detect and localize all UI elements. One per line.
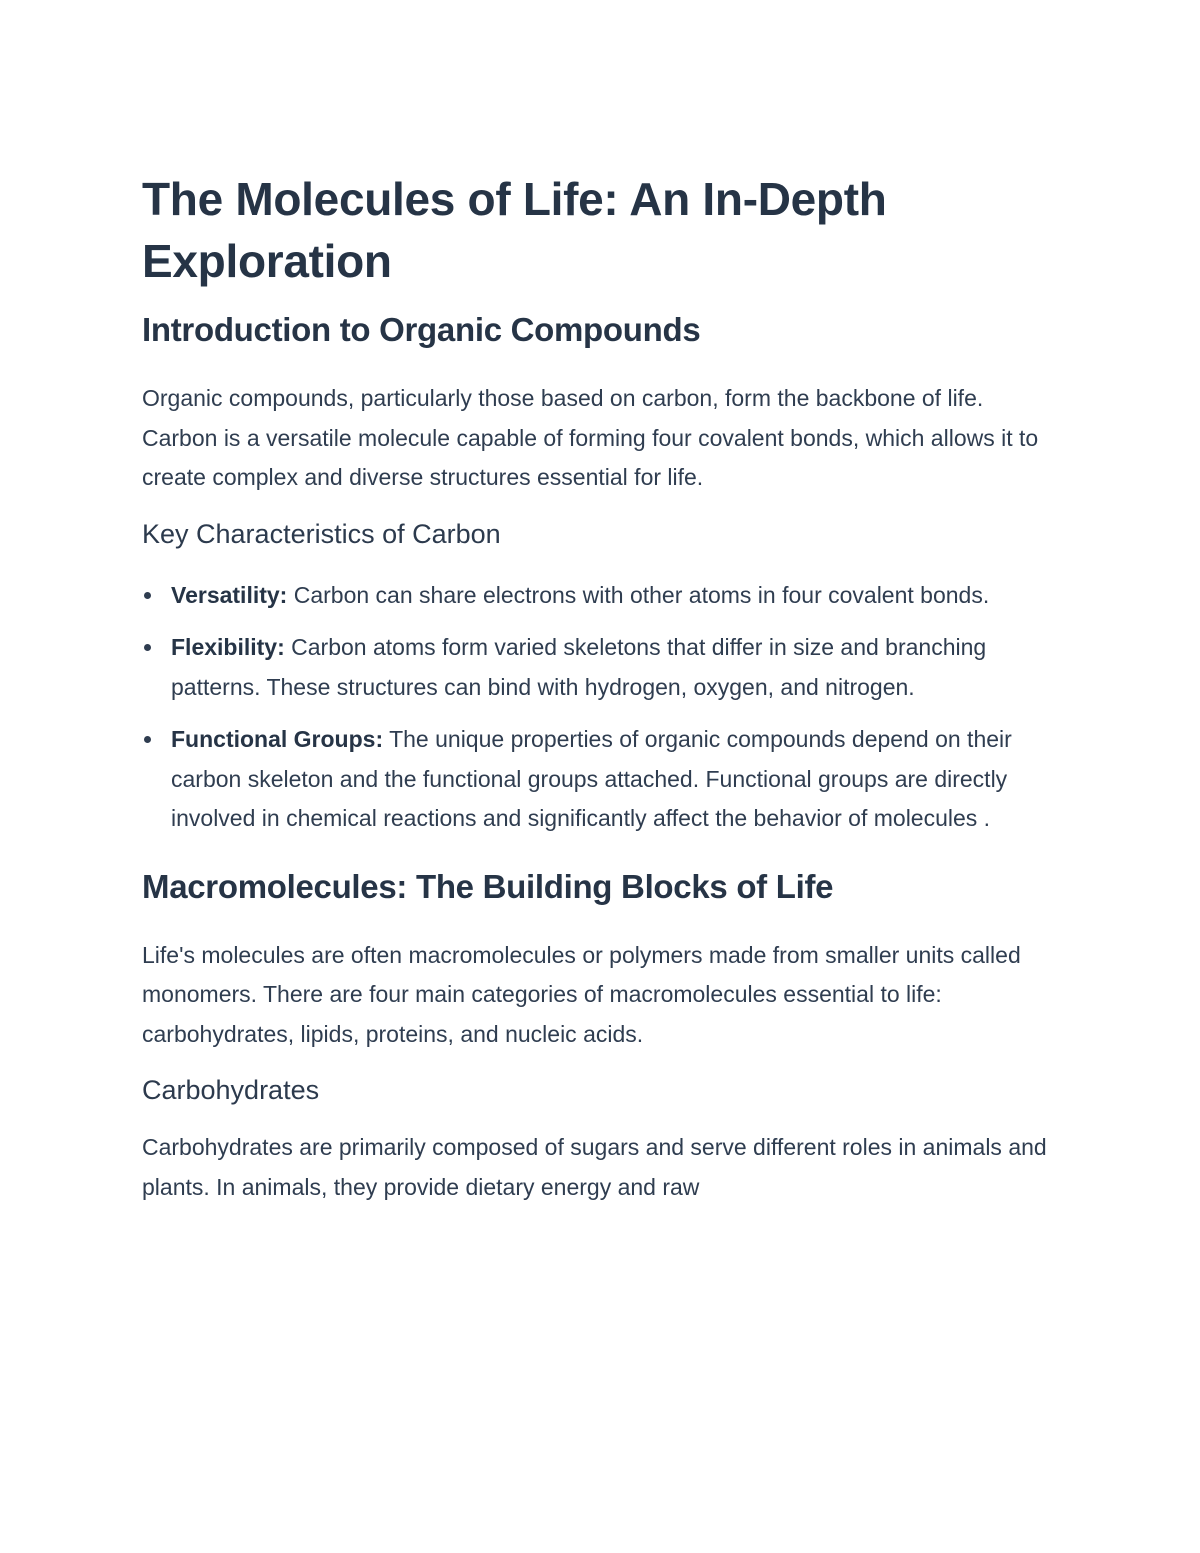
list-item-text: Carbon atoms form varied skeletons that differ in size and branching patterns. These structures can bind with hydrogen, oxygen, and nitrogen. [171,634,987,700]
list-item-text: Carbon can share electrons with other atoms in four covalent bonds. [293,581,990,608]
document-page [142,168,1062,1207]
list-item-term: Flexibility: [171,634,285,660]
section-heading-macromolecules: Macromolecules: The Building Blocks of Life [142,867,834,905]
bullet-icon [144,644,151,651]
list-item-term: Versatility: [171,581,288,608]
list-item [142,576,1062,616]
section-heading-intro: Introduction to Organic Compounds [142,311,701,348]
bullet-icon [144,592,151,599]
carbon-characteristics-list [142,576,1062,839]
list-item [142,628,1062,707]
intro-paragraph: Organic compounds, particularly those based on carbon, form the backbone of life. Carbon is a versatile molecule capable of forming four covalent bonds, which allows it to create complex and diverse structures essential for life. [142,385,1039,490]
subsection-heading-carbohydrates: Carbohydrates [142,1075,320,1105]
list-item [142,720,1062,839]
macromolecules-paragraph: Life's molecules are often macromolecules or polymers made from smaller units called monomers. There are four main categories of macromolecules essential to life: carbohydrates, lipids, proteins, and nucleic acids. [142,941,1021,1047]
subsection-heading-carbon: Key Characteristics of Carbon [142,518,501,549]
list-item-term: Functional Groups: [171,726,384,752]
bullet-icon [144,736,151,743]
carbohydrates-paragraph: Carbohydrates are primarily composed of sugars and serve different roles in animals and plants. In animals, they provide dietary energy and raw [142,1134,1047,1200]
page-title: The Molecules of Life: An In-Depth Exploration [142,173,887,287]
list-item-text: The unique properties of organic compounds depend on their carbon skeleton and the functional groups attached. Functional groups are directly involved in chemical reactions and significantly affect the behavior of molecules . [171,726,1012,831]
